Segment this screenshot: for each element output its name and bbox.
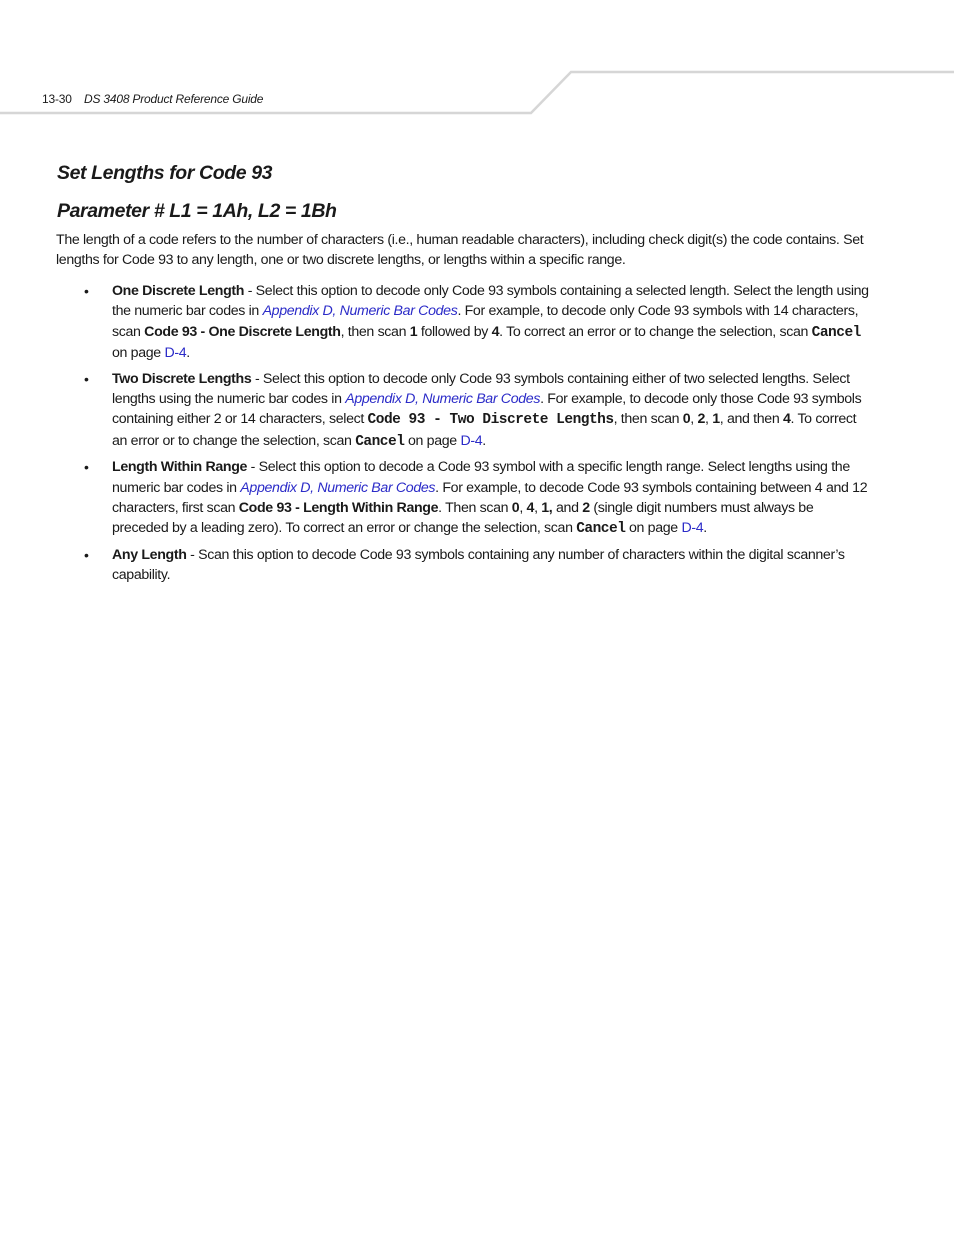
page-link[interactable]: D-4 (681, 520, 704, 537)
barcode-name: Code 93 - Two Discrete Lengths (367, 412, 614, 429)
option-term: Two Discrete Lengths (112, 370, 252, 387)
bullet-icon: • (84, 283, 89, 299)
appendix-link[interactable]: Appendix D, Numeric Bar Codes (240, 479, 436, 496)
section-title: Set Lengths for Code 93 (57, 162, 273, 184)
bullet-icon: • (84, 546, 89, 563)
bullet-icon: • (84, 370, 89, 387)
list-item-any-length: • Any Length - Scan this option to decode Code 93 symbols containing any number of characters within the digital scanner’s capability. (84, 546, 845, 584)
parameter-title: Parameter # L1 = 1Ah, L2 = 1Bh (57, 200, 337, 222)
cancel-barcode-name: Cancel (576, 521, 626, 538)
option-term: One Discrete Length (112, 283, 245, 299)
intro-paragraph: The length of a code refers to the number of characters (i.e., human readable characters), including check digit(s) the code contains. Set lengths for Code 93 to any length, one or two discrete lengths, or lengths within a specific range. (56, 232, 864, 269)
list-item-length-within-range: • Length Within Range - Select this option to decode a Code 93 symbol with a specific length range. Select lengths using the numeric bar codes in Appendix D, Numeric Bar Codes. For example, to decode Code 93 symbols containing between 4 and 12 characters, first scan Code 93 - Length Within Range. Then scan 0, 4, 1, and 2 (single digit numbers must always be preceded by a leading zero). To correct an error or change the selection, scan Cancel on page D-4. (84, 459, 868, 538)
cancel-barcode-name: Cancel (355, 433, 405, 450)
appendix-link[interactable]: Appendix D, Numeric Bar Codes (345, 391, 541, 408)
barcode-name: Code 93 - Length Within Range (238, 500, 439, 517)
bullet-icon: • (84, 459, 89, 476)
option-term: Length Within Range (112, 459, 248, 476)
cancel-barcode-name: Cancel (811, 324, 861, 341)
length-options-list (84, 281, 872, 591)
header-rule (0, 0, 954, 130)
list-item-one-discrete-length: • One Discrete Length - Select this option to decode only Code 93 symbols containing a selected length. Select the length using the numeric bar codes in Appendix D, Numeric Bar Codes. For example, to decode only Code 93 symbols with 14 characters, scan Code 93 - One Discrete Length, then scan 1 followed by 4. To correct an error or to change the selection, scan Cancel on page D-4. (84, 283, 869, 362)
appendix-link[interactable]: Appendix D, Numeric Bar Codes (262, 303, 458, 320)
guide-title: DS 3408 Product Reference Guide (84, 92, 264, 106)
list-item-two-discrete-lengths: • Two Discrete Lengths - Select this option to decode only Code 93 symbols containing either of two selected lengths. Select lengths using the numeric bar codes in Appendix D, Numeric Bar Codes. For example, to decode only those Code 93 symbols containing either 2 or 14 characters, select Code 93 - Two Discrete Lengths, then scan 0, 2, 1, and then 4. To correct an error or to change the selection, scan Cancel on page D-4. (84, 370, 862, 450)
page-number: 13-30 (42, 92, 72, 106)
page-link[interactable]: D-4 (460, 432, 483, 449)
page-link[interactable]: D-4 (164, 345, 187, 362)
barcode-name: Code 93 - One Discrete Length (144, 323, 341, 340)
option-term: Any Length (112, 546, 187, 563)
